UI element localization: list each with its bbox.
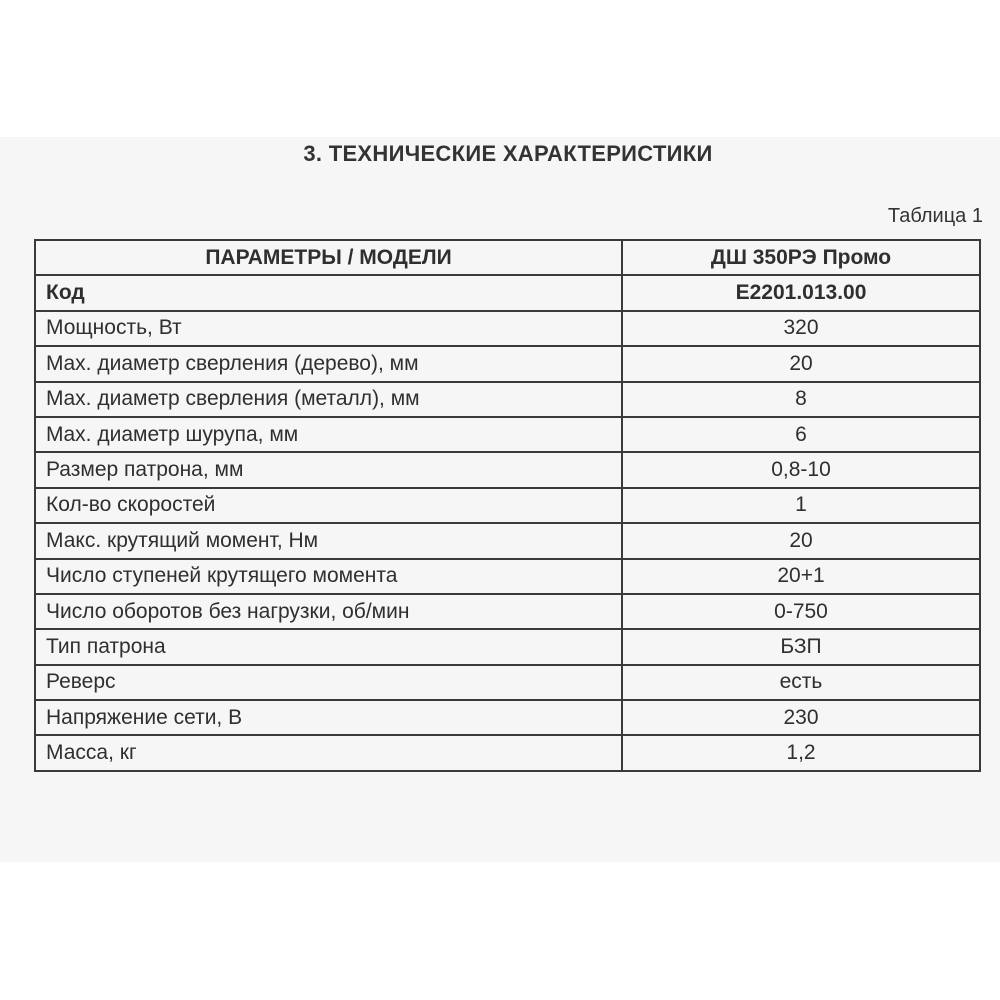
table-row (35, 700, 980, 735)
code-value: E2201.013.00 (622, 275, 980, 310)
table-caption: Таблица 1 (887, 205, 983, 227)
param-value: 230 (622, 700, 980, 735)
param-value: есть (622, 665, 980, 700)
param-label: Max. диаметр сверления (металл), мм (35, 382, 622, 417)
param-value: 0,8-10 (622, 452, 980, 487)
param-value: 320 (622, 311, 980, 346)
param-label: Масса, кг (35, 735, 622, 770)
param-label: Мощность, Вт (35, 311, 622, 346)
param-value: 1 (622, 488, 980, 523)
param-label: Число оборотов без нагрузки, об/мин (35, 594, 622, 629)
param-label: Напряжение сети, В (35, 700, 622, 735)
param-value: 0-750 (622, 594, 980, 629)
code-label: Код (35, 275, 622, 310)
spec-table (34, 239, 981, 772)
param-label: Кол-во скоростей (35, 488, 622, 523)
param-value: 20+1 (622, 559, 980, 594)
param-label: Max. диаметр шурупа, мм (35, 417, 622, 452)
table-row (35, 452, 980, 487)
param-label: Число ступеней крутящего момента (35, 559, 622, 594)
table-row (35, 594, 980, 629)
param-label: Размер патрона, мм (35, 452, 622, 487)
param-label: Тип патрона (35, 629, 622, 664)
table-header-row (35, 240, 980, 275)
param-label: Max. диаметр сверления (дерево), мм (35, 346, 622, 381)
param-value: 1,2 (622, 735, 980, 770)
table-row (35, 417, 980, 452)
param-value: 8 (622, 382, 980, 417)
param-value: 20 (622, 523, 980, 558)
table-row (35, 311, 980, 346)
table-row-code (35, 275, 980, 310)
table-row (35, 488, 980, 523)
param-label: Реверс (35, 665, 622, 700)
table-row (35, 665, 980, 700)
header-param: ПАРАМЕТРЫ / МОДЕЛИ (35, 240, 622, 275)
param-label: Макс. крутящий момент, Нм (35, 523, 622, 558)
table-row (35, 523, 980, 558)
table-row (35, 559, 980, 594)
section-title: 3. ТЕХНИЧЕСКИЕ ХАРАКТЕРИСТИКИ (303, 141, 713, 166)
table-row (35, 735, 980, 770)
table-row (35, 382, 980, 417)
header-model: ДШ 350РЭ Промо (622, 240, 980, 275)
table-row (35, 629, 980, 664)
param-value: БЗП (622, 629, 980, 664)
param-value: 6 (622, 417, 980, 452)
table-row (35, 346, 980, 381)
param-value: 20 (622, 346, 980, 381)
